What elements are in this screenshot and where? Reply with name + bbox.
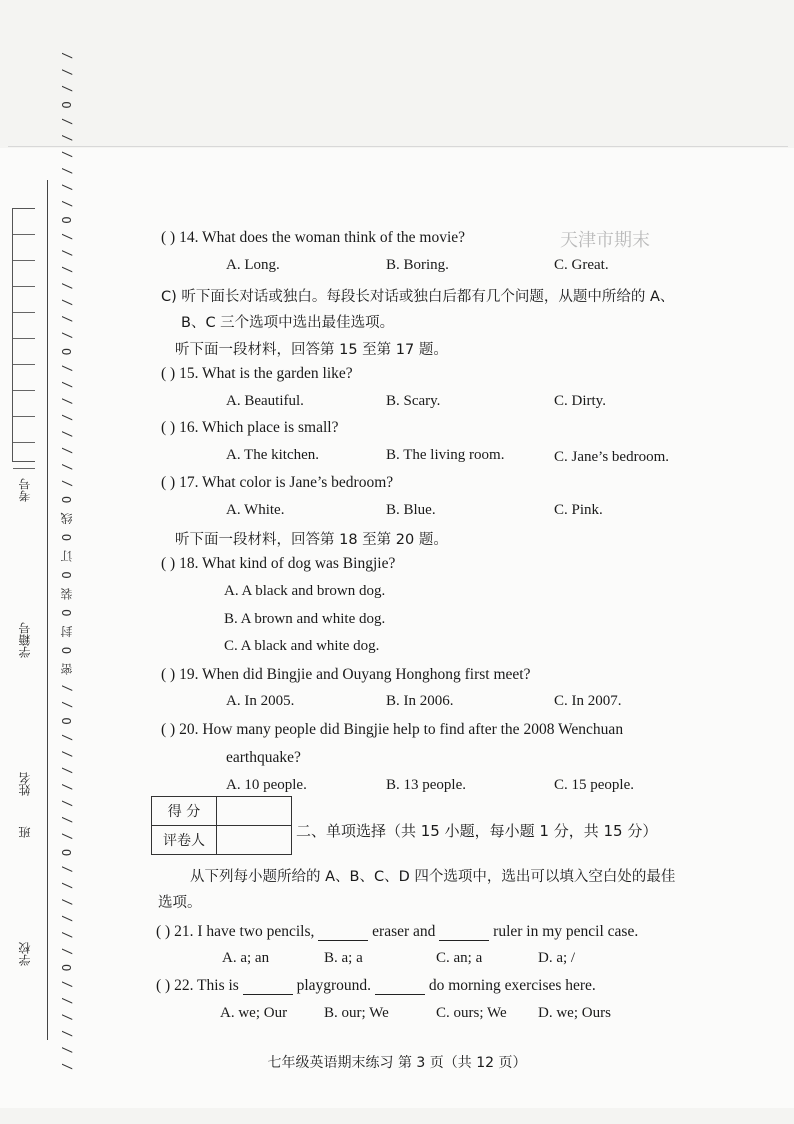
q21-option-a: A. a; an bbox=[222, 950, 270, 966]
q22-option-c: C. ours; We bbox=[436, 1005, 507, 1021]
question-22 bbox=[156, 976, 596, 995]
score-label: 得 分 bbox=[152, 797, 217, 826]
q22-text-3: do morning exercises here. bbox=[424, 977, 596, 994]
q22-text-1: ( ) 22. This is bbox=[156, 977, 243, 994]
q22-blank-2[interactable] bbox=[375, 976, 425, 995]
question-14: ( ) 14. What does the woman think of the movie? bbox=[161, 229, 466, 246]
q20-option-b: B. 13 people. bbox=[386, 777, 466, 793]
q17-option-b: B. Blue. bbox=[386, 502, 436, 518]
q21-text-2: eraser and bbox=[368, 923, 440, 940]
q14-option-b: B. Boring. bbox=[386, 257, 449, 273]
section-c-instruction-2: B、C 三个选项中选出最佳选项。 bbox=[181, 315, 395, 331]
q20-option-a: A. 10 people. bbox=[226, 777, 307, 793]
q15-option-b: B. Scary. bbox=[386, 393, 441, 409]
class-label: 班 bbox=[18, 826, 32, 838]
question-18: ( ) 18. What kind of dog was Bingjie? bbox=[161, 555, 396, 572]
q14-option-a: A. Long. bbox=[226, 257, 280, 273]
q18-option-b: B. A brown and white dog. bbox=[224, 611, 386, 627]
q15-option-a: A. Beautiful. bbox=[226, 393, 304, 409]
student-number-boxes bbox=[12, 208, 35, 462]
margin-rule bbox=[47, 180, 48, 1040]
student-id-label: 学籍号 bbox=[18, 622, 32, 658]
question-21 bbox=[156, 922, 638, 941]
exam-number-label: 考号 bbox=[18, 478, 32, 502]
listening-intro-15-17: 听下面一段材料，回答第 15 至第 17 题。 bbox=[175, 342, 448, 358]
q21-option-b: B. a; a bbox=[324, 950, 363, 966]
question-20-cont: earthquake? bbox=[226, 749, 301, 766]
q14-option-c: C. Great. bbox=[554, 257, 609, 273]
q21-option-d: D. a; / bbox=[538, 950, 576, 966]
q17-option-a: A. White. bbox=[226, 502, 285, 518]
q17-option-c: C. Pink. bbox=[554, 502, 603, 518]
q20-option-c: C. 15 people. bbox=[554, 777, 634, 793]
q21-blank-1[interactable] bbox=[318, 922, 368, 941]
part-2-title: 二、单项选择（共 15 小题，每小题 1 分，共 15 分） bbox=[296, 822, 658, 840]
q16-option-a: A. The kitchen. bbox=[226, 447, 320, 463]
score-field[interactable] bbox=[217, 797, 292, 826]
page-footer: 七年级英语期末练习 第 3 页（共 12 页） bbox=[267, 1055, 527, 1071]
question-19: ( ) 19. When did Bingjie and Ouyang Honghong first meet? bbox=[161, 666, 531, 683]
q18-option-a: A. A black and brown dog. bbox=[224, 583, 386, 599]
part-2-instruction: 从下列每小题所给的 A、B、C、D 四个选项中，选出可以填入空白处的最佳 bbox=[190, 869, 676, 885]
name-label: 姓名 bbox=[18, 772, 32, 796]
page-edge bbox=[8, 146, 788, 147]
q16-option-b: B. The living room. bbox=[386, 447, 505, 463]
bleed-through-title: 天津市期末 bbox=[560, 230, 650, 250]
q22-option-d: D. we; Ours bbox=[538, 1005, 611, 1021]
q21-blank-2[interactable] bbox=[439, 922, 489, 941]
q21-text-3: ruler in my pencil case. bbox=[489, 923, 639, 940]
score-box bbox=[151, 796, 292, 855]
school-label: 学校 bbox=[18, 942, 32, 966]
q19-option-b: B. In 2006. bbox=[386, 693, 454, 709]
grader-label: 评卷人 bbox=[152, 826, 217, 855]
q22-blank-1[interactable] bbox=[243, 976, 293, 995]
question-16: ( ) 16. Which place is small? bbox=[161, 419, 339, 436]
seal-line-text: / / / / / / O / / / / / / O / / / / / / / O / / 密 O 封 O 装 O 订 O 线 O / / / / / / / / O / / / / / / / O / / / / / / O / / / bbox=[60, 50, 74, 1070]
q15-option-c: C. Dirty. bbox=[554, 393, 606, 409]
part-2-instruction-2: 选项。 bbox=[158, 895, 202, 911]
q16-option-c: C. Jane’s bedroom. bbox=[554, 449, 669, 465]
section-c-instruction: C) 听下面长对话或独白。每段长对话或独白后都有几个问题，从题中所给的 A、 bbox=[161, 289, 675, 305]
q21-text-1: ( ) 21. I have two pencils, bbox=[156, 923, 319, 940]
question-15: ( ) 15. What is the garden like? bbox=[161, 365, 353, 382]
q22-option-b: B. our; We bbox=[324, 1005, 389, 1021]
q22-option-a: A. we; Our bbox=[220, 1005, 288, 1021]
q19-option-c: C. In 2007. bbox=[554, 693, 622, 709]
question-17: ( ) 17. What color is Jane’s bedroom? bbox=[161, 474, 394, 491]
q22-text-2: playground. bbox=[292, 977, 375, 994]
q18-option-c: C. A black and white dog. bbox=[224, 638, 380, 654]
q19-option-a: A. In 2005. bbox=[226, 693, 295, 709]
grader-field[interactable] bbox=[217, 826, 292, 855]
q21-option-c: C. an; a bbox=[436, 950, 483, 966]
listening-intro-18-20: 听下面一段材料，回答第 18 至第 20 题。 bbox=[175, 532, 448, 548]
question-20: ( ) 20. How many people did Bingjie help to find after the 2008 Wenchuan bbox=[161, 721, 624, 738]
